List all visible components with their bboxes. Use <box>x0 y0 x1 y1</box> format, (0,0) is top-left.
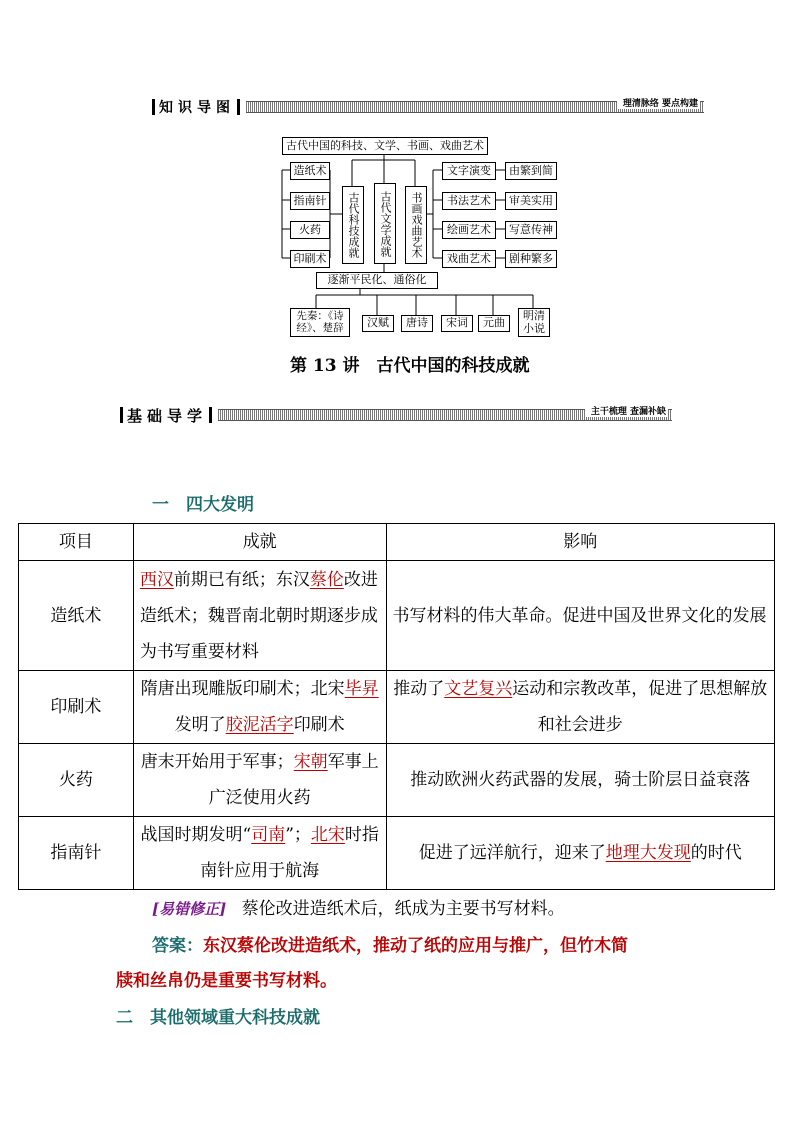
inventions-table <box>18 523 775 890</box>
mind-map-bottom-hanfu: 汉赋 <box>362 315 394 332</box>
mind-map-bottom-mingqing: 明清小说 <box>518 308 550 337</box>
correction-text: 蔡伦改进造纸术后，纸成为主要书写材料。 <box>241 899 565 919</box>
banner-title: 知识导图 <box>159 100 235 116</box>
banner-tag: 主干梳理 查漏补缺 <box>585 404 668 417</box>
row-influence: 书写材料的伟大革命。促进中国及世界文化的发展 <box>386 561 774 671</box>
row-influence: 推动了文艺复兴运动和宗教改革，促进了思想解放和社会进步 <box>386 671 774 744</box>
mind-map-item-printing: 印刷术 <box>290 250 330 268</box>
mind-map-item-gunpowder: 火药 <box>290 221 330 239</box>
answer-text-2: 牍和丝帛仍是重要书写材料。 <box>116 971 337 991</box>
row-influence: 推动欧洲火药武器的发展，骑士阶层日益衰落 <box>386 744 774 817</box>
row-item: 火药 <box>19 744 134 817</box>
answer-line-2 <box>116 966 337 991</box>
row-item: 印刷术 <box>19 671 134 744</box>
header-influence: 影响 <box>386 524 774 561</box>
lecture-title: 第 13 讲 古代中国的科技成就 <box>290 356 530 376</box>
mind-map-column-literature: 古代文学成就 <box>374 183 396 264</box>
section-banner-basic-guide <box>120 405 672 425</box>
mind-map-desc-calligraphy: 审美实用 <box>505 192 557 210</box>
header-item: 项目 <box>19 524 134 561</box>
table-row <box>19 817 775 890</box>
mind-map-root: 古代中国的科技、文学、书画、戏曲艺术 <box>282 137 488 155</box>
mind-map-bottom-songci: 宋词 <box>441 315 473 332</box>
mind-map-connectors <box>0 0 794 340</box>
row-achievement: 西汉前期已有纸；东汉蔡伦改进造纸术；魏晋南北朝时期逐步成为书写重要材料 <box>133 561 386 671</box>
mind-map-column-science: 古代科技成就 <box>342 186 364 264</box>
row-influence: 促进了远洋航行，迎来了地理大发现的时代 <box>386 817 774 890</box>
answer-label: 答案： <box>152 936 203 956</box>
row-achievement: 隋唐出现雕版印刷术；北宋毕昇发明了胶泥活字印刷术 <box>133 671 386 744</box>
mind-map-desc-script: 由繁到简 <box>505 162 557 180</box>
mind-map-desc-painting: 写意传神 <box>505 221 557 239</box>
mind-map-right-calligraphy: 书法艺术 <box>442 192 496 210</box>
mind-map-right-script: 文字演变 <box>442 162 496 180</box>
table-header-row <box>19 524 775 561</box>
section-heading-other-achievements: 二 其他领域重大科技成就 <box>116 1008 320 1028</box>
answer-text-1: 东汉蔡伦改进造纸术，推动了纸的应用与推广，但竹木简 <box>203 936 628 956</box>
mind-map-item-compass: 指南针 <box>290 192 330 210</box>
mind-map-desc-opera: 剧种繁多 <box>505 250 557 268</box>
row-achievement: 战国时期发明“司南”；北宋时指南针应用于航海 <box>133 817 386 890</box>
mind-map-item-paper: 造纸术 <box>290 162 330 180</box>
row-item: 造纸术 <box>19 561 134 671</box>
mind-map-middle: 逐渐平民化、通俗化 <box>316 272 438 289</box>
row-item: 指南针 <box>19 817 134 890</box>
mind-map-column-arts: 书画戏曲艺术 <box>405 186 427 264</box>
section-heading-four-inventions: 一 四大发明 <box>152 495 254 515</box>
table-row <box>19 671 775 744</box>
answer-line-1 <box>152 931 628 956</box>
table-row <box>19 561 775 671</box>
mind-map-bottom-preqin: 先秦：《诗经》、楚辞 <box>290 308 350 337</box>
mind-map-bottom-tangshi: 唐诗 <box>401 315 433 332</box>
table-row <box>19 744 775 817</box>
banner-tag: 理清脉络 要点构建 <box>617 96 700 109</box>
row-achievement: 唐末开始用于军事；宋朝军事上广泛使用火药 <box>133 744 386 817</box>
header-achievement: 成就 <box>133 524 386 561</box>
mind-map-bottom-yuanqu: 元曲 <box>478 315 510 332</box>
mind-map-right-opera: 戏曲艺术 <box>442 250 496 268</box>
correction-label: [易错修正] <box>152 900 227 918</box>
mind-map-right-painting: 绘画艺术 <box>442 221 496 239</box>
correction-note <box>152 894 565 919</box>
banner-title: 基础导学 <box>127 406 208 425</box>
